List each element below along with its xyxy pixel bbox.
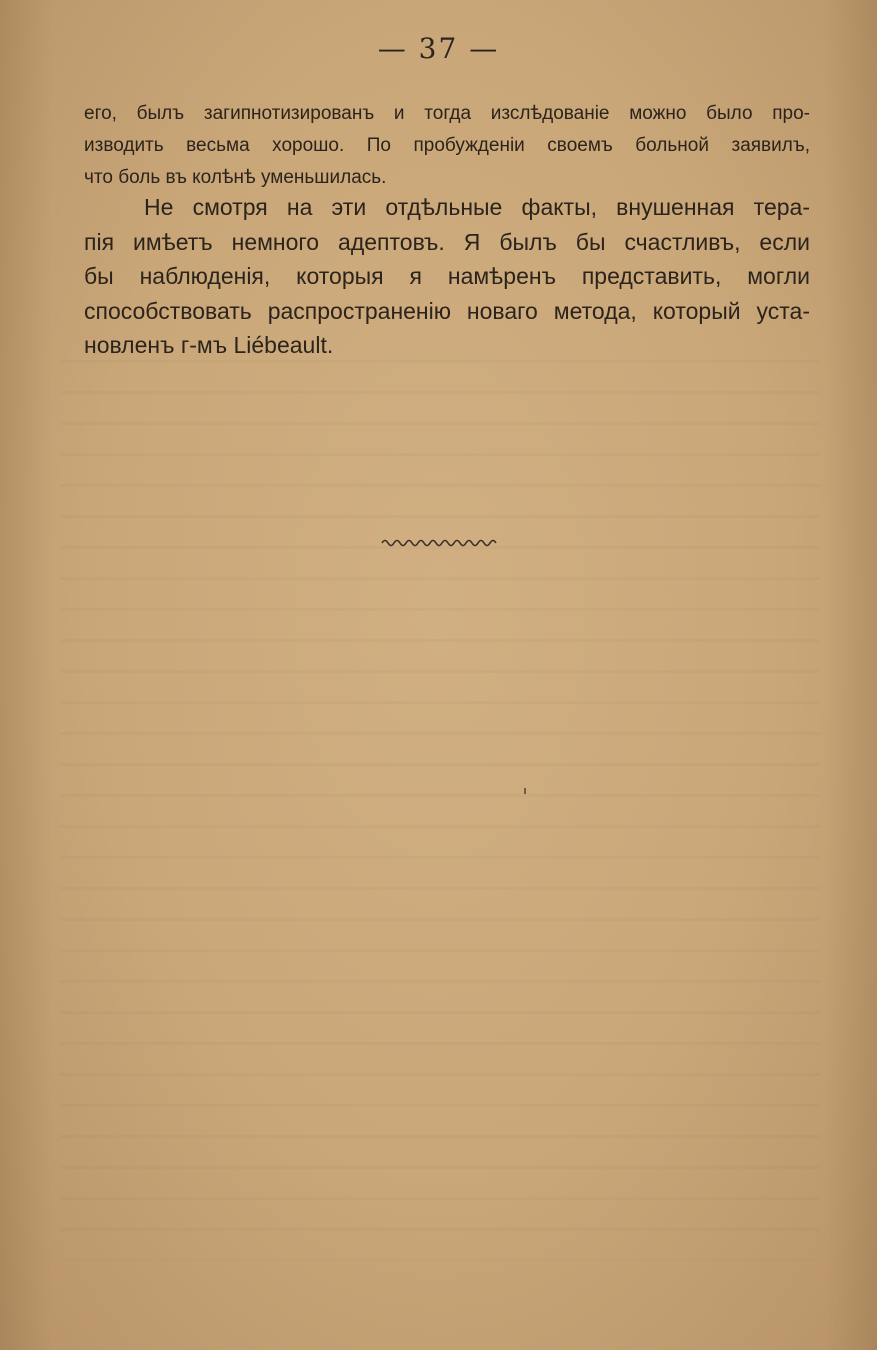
text-line: способствовать распространенію новаго метода, который уста- (84, 297, 810, 324)
wavy-divider-ornament (381, 536, 499, 550)
text-line: изводить весьма хорошо. По пробужденіи своемъ больной заявилъ, (84, 135, 810, 156)
text-line: Не смотря на эти отдѣльные факты, внушенная тера- (144, 194, 810, 220)
text-line: его, былъ загипнотизированъ и тогда изслѣдованіе можно было про- (84, 103, 810, 124)
show-through-texture (60, 360, 820, 1260)
ink-speck (524, 788, 526, 794)
paragraph-continuation (84, 98, 810, 194)
text-line: что боль въ колѣнѣ уменьшилась. (84, 167, 387, 188)
text-line: пія имѣетъ немного адептовъ. Я былъ бы счастливъ, если (84, 228, 810, 255)
text-line: бы наблюденія, которыя я намѣренъ представить, могли (84, 263, 810, 289)
paragraph-main (84, 190, 810, 363)
text-line: новленъ г-мъ Liébeault. (84, 332, 334, 358)
page-number: — 37 — (377, 32, 500, 65)
